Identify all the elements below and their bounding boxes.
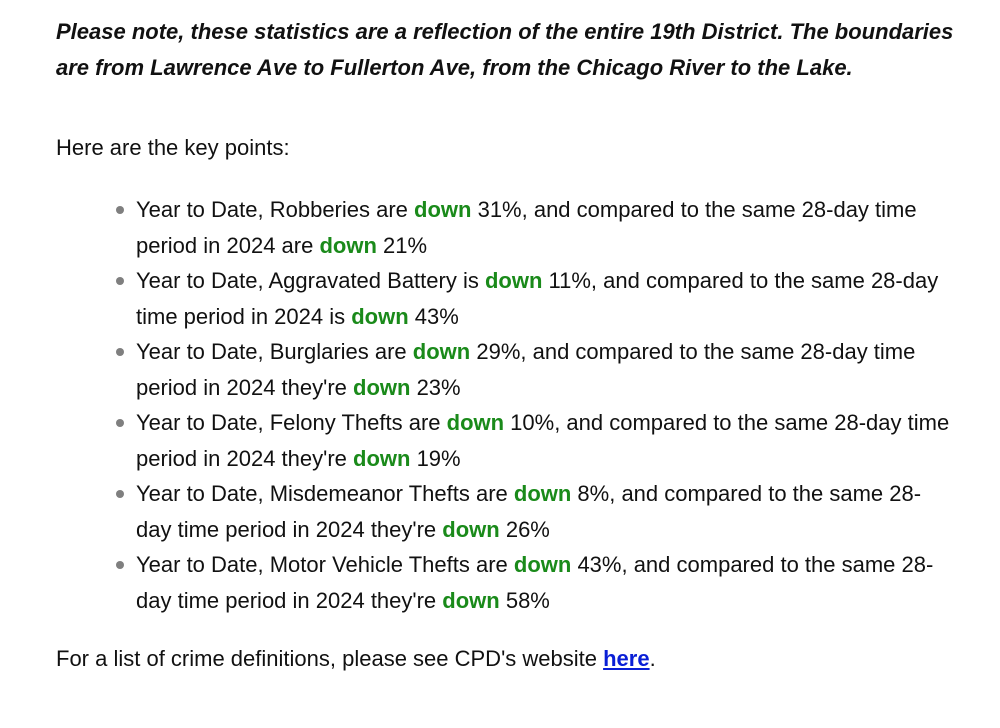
bullet-icon bbox=[116, 348, 124, 356]
down-label: down bbox=[353, 445, 411, 471]
cpd-website-link[interactable]: here bbox=[603, 646, 650, 671]
point-suffix: 21% bbox=[376, 232, 428, 258]
point-middle: 43%, and compared to the same 28-day time period in 2024 they're bbox=[136, 552, 934, 613]
point-prefix: Year to Date, Aggravated Battery is bbox=[136, 268, 485, 293]
list-item bbox=[136, 263, 956, 334]
down-label: down bbox=[414, 197, 472, 222]
down-label: down bbox=[513, 481, 572, 506]
point-prefix: Year to Date, Burglaries are bbox=[136, 339, 413, 364]
down-label: down bbox=[351, 303, 409, 329]
bullet-icon bbox=[116, 490, 124, 498]
point-prefix: Year to Date, Misdemeanor Thefts are bbox=[136, 481, 514, 506]
down-label: down bbox=[319, 232, 377, 258]
down-label: down bbox=[442, 516, 500, 542]
bullet-icon bbox=[116, 561, 124, 569]
point-middle: 10%, and compared to the same 28-day time period in 2024 they're bbox=[136, 410, 950, 471]
bullet-icon bbox=[116, 419, 124, 427]
point-suffix: 26% bbox=[499, 516, 550, 542]
intro-text: Here are the key points: bbox=[56, 135, 290, 160]
point-middle: 29%, and compared to the same 28-day time period in 2024 they're bbox=[136, 339, 916, 400]
down-label: down bbox=[513, 552, 572, 577]
down-label: down bbox=[442, 587, 500, 613]
point-middle: 8%, and compared to the same 28-day time period in 2024 they're bbox=[136, 481, 922, 542]
point-prefix: Year to Date, Motor Vehicle Thefts are bbox=[136, 552, 514, 577]
down-label: down bbox=[484, 268, 543, 293]
point-suffix: 23% bbox=[410, 374, 461, 400]
point-prefix: Year to Date, Robberies are bbox=[136, 197, 415, 222]
bullet-icon bbox=[116, 277, 124, 285]
footer-end: . bbox=[649, 646, 656, 671]
point-middle: 31%, and compared to the same 28-day time period in 2024 are bbox=[136, 197, 917, 258]
point-suffix: 43% bbox=[408, 303, 459, 329]
point-middle: 11%, and compared to the same 28-day time period in 2024 is bbox=[136, 268, 939, 329]
down-label: down bbox=[446, 410, 505, 435]
list-item bbox=[136, 476, 956, 547]
footer-text bbox=[56, 641, 960, 676]
district-note: Please note, these statistics are a reflection of the entire 19th District. The boundaries are from Lawrence Ave to Fullerton Ave, from the Chicago River to the Lake. bbox=[56, 19, 954, 80]
point-suffix: 58% bbox=[499, 587, 550, 613]
list-item bbox=[136, 547, 956, 618]
down-label: down bbox=[353, 374, 411, 400]
point-prefix: Year to Date, Felony Thefts are bbox=[136, 410, 447, 435]
point-suffix: 19% bbox=[410, 445, 461, 471]
list-item bbox=[136, 192, 956, 263]
bullet-icon bbox=[116, 206, 124, 214]
down-label: down bbox=[412, 339, 471, 364]
list-item bbox=[136, 334, 956, 405]
footer-prefix: For a list of crime definitions, please see CPD's website bbox=[56, 646, 604, 671]
key-points-list bbox=[56, 192, 960, 618]
list-item bbox=[136, 405, 956, 476]
